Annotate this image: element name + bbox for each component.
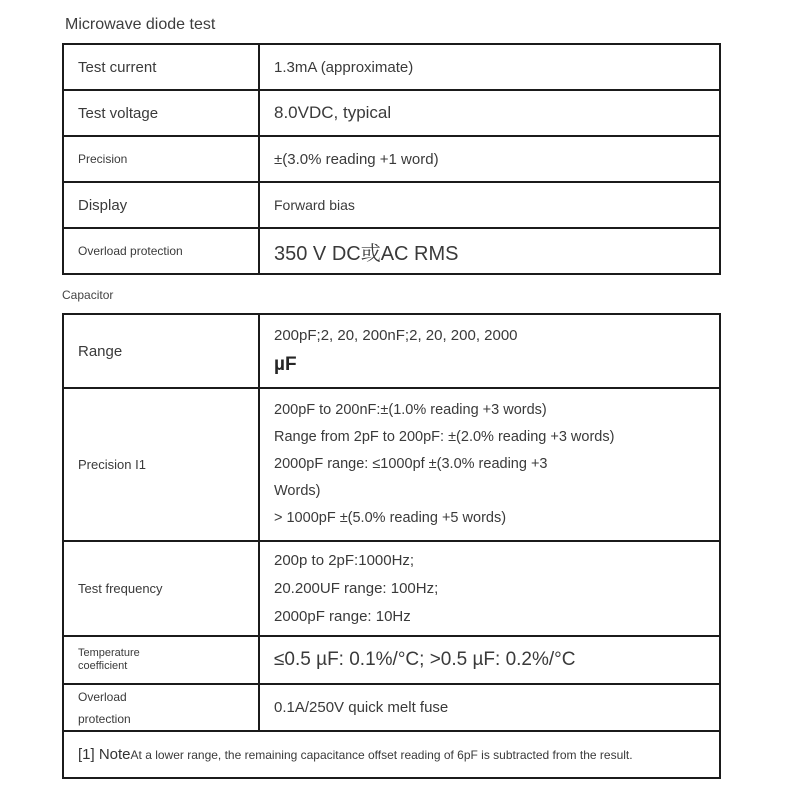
table-row: [63, 388, 720, 541]
row-value: 8.0VDC, typical: [259, 90, 720, 136]
table-row: [63, 684, 720, 731]
frequency-line: 20.200UF range: 100Hz;: [274, 579, 439, 597]
table-row: [63, 228, 720, 274]
row-label: [63, 636, 259, 684]
precision-line: > 1000pF ±(5.0% reading +5 words): [274, 510, 507, 526]
table-row: [63, 314, 720, 388]
capacitor-section-title: Capacitor: [62, 288, 114, 302]
diode-section-title: Microwave diode test: [65, 16, 216, 33]
footnote-text: At a lower range, the remaining capacitance offset reading of 6pF is subtracted from the result.: [130, 747, 633, 762]
precision-line: 2000pF range: ≤1000pf ±(3.0% reading +3: [274, 456, 548, 472]
table-row: [63, 182, 720, 228]
row-label: Range: [63, 314, 259, 388]
row-value: ±(3.0% reading +1 word): [259, 136, 720, 182]
row-label: Test current: [63, 44, 259, 90]
table-row: [63, 636, 720, 684]
table-row: [63, 44, 720, 90]
footnote-prefix: [1] Note: [78, 745, 131, 763]
row-label: Overload protection: [63, 228, 259, 274]
label-line: coefficient: [78, 660, 128, 672]
footnote-row: [63, 731, 720, 778]
frequency-line: 2000pF range: 10Hz: [274, 607, 411, 625]
row-value: 0.1A/250V quick melt fuse: [259, 684, 720, 731]
row-value: ≤0.5 µF: 0.1%/°C; >0.5 µF: 0.2%/°C: [259, 636, 720, 684]
table-row: [63, 541, 720, 636]
label-line: Overload: [78, 689, 127, 704]
row-value: [259, 541, 720, 636]
row-value: 350 V DC或AC RMS: [259, 228, 720, 274]
precision-line: Range from 2pF to 200pF: ±(2.0% reading +3 words): [274, 429, 615, 445]
row-value: [259, 314, 720, 388]
frequency-line: 200p to 2pF:1000Hz;: [274, 551, 415, 569]
range-value-line2: µF: [274, 354, 297, 375]
precision-line: 200pF to 200nF:±(1.0% reading +3 words): [274, 402, 547, 418]
precision-line: Words): [274, 483, 321, 499]
row-value: Forward bias: [259, 182, 720, 228]
row-value: 1.3mA (approximate): [259, 44, 720, 90]
row-label: Test frequency: [63, 541, 259, 636]
label-line: protection: [78, 711, 131, 726]
row-label: Test voltage: [63, 90, 259, 136]
diode-spec-table: [62, 43, 721, 275]
table-row: [63, 90, 720, 136]
row-label: Precision I1: [63, 388, 259, 541]
row-label: Precision: [63, 136, 259, 182]
table-row: [63, 136, 720, 182]
row-label: [63, 684, 259, 731]
row-label: Display: [63, 182, 259, 228]
capacitor-spec-table: [62, 313, 721, 779]
footnote: [63, 731, 720, 778]
label-line: Temperature: [78, 647, 140, 659]
range-value-line1: 200pF;2, 20, 200nF;2, 20, 200, 2000: [274, 327, 518, 344]
row-value: [259, 388, 720, 541]
